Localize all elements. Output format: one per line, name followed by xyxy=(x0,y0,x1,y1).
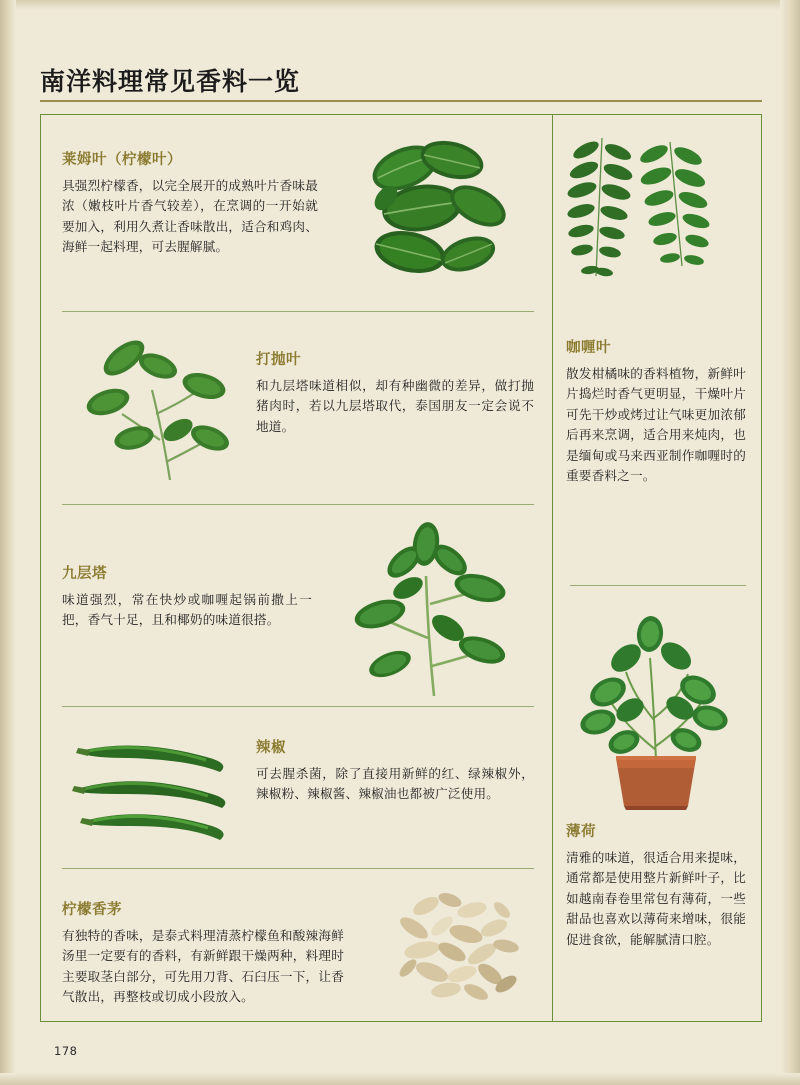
entry-thai-basil xyxy=(62,562,312,631)
entry-curry-leaf xyxy=(566,336,746,486)
page-edge-top xyxy=(0,0,800,10)
divider-left-3 xyxy=(62,706,534,707)
page-edge-left xyxy=(0,0,16,1085)
divider-left-2 xyxy=(62,504,534,505)
entry-mint xyxy=(566,820,746,950)
page-title: 南洋料理常见香料一览 xyxy=(40,67,301,96)
potted-mint-plant-photo xyxy=(564,600,750,812)
divider-right-1 xyxy=(570,585,746,586)
entry-title: 薄荷 xyxy=(566,824,596,840)
title-divider xyxy=(40,100,762,102)
entry-title: 柠檬香茅 xyxy=(62,902,122,918)
page-number: 178 xyxy=(54,1044,78,1058)
green-chili-peppers-photo xyxy=(70,720,250,852)
entry-title: 辣椒 xyxy=(256,740,286,756)
entry-body: 有独特的香味，是泰式料理清蒸柠檬鱼和酸辣海鲜汤里一定要有的香料，有新鲜跟干燥两种，料理时主要取茎白部分，可先用刀背、石臼压一下，让香气散出，再整枝或切成小段放入。 xyxy=(62,928,344,1005)
entry-body: 可去腥杀菌，除了直接用新鲜的红、绿辣椒外，辣椒粉、辣椒酱、辣椒油也都被广泛使用。 xyxy=(256,766,534,802)
divider-left-1 xyxy=(62,311,534,312)
dried-lemongrass-slices-photo xyxy=(386,884,536,1012)
entry-body: 散发柑橘味的香料植物，新鲜叶片捣烂时香气更明显，干燥叶片可先干炒或烤过让气味更加浓郁后再来烹调，适合用来炖肉，也是缅甸或马来西亚制作咖喱时的重要香料之一。 xyxy=(566,366,746,483)
entry-lime-leaf xyxy=(62,148,318,258)
entry-title: 咖喱叶 xyxy=(566,340,611,356)
entry-lemongrass xyxy=(62,898,344,1008)
entry-body: 清雅的味道，很适合用来提味，通常都是使用整片新鲜叶子，比如越南春卷里常包有薄荷，一些甜品也喜欢以薄荷来增味，很能促进食欲，能解腻清口腔。 xyxy=(566,850,746,947)
entry-body: 味道强烈，常在快炒或咖喱起锅前撒上一把，香气十足，且和椰奶的味道很搭。 xyxy=(62,592,312,628)
entry-body: 和九层塔味道相似，却有种幽微的差异，做打抛猪肉时，若以九层塔取代，泰国朋友一定会说不地道。 xyxy=(256,378,534,434)
page-edge-right xyxy=(780,0,800,1085)
entry-holy-basil xyxy=(256,348,534,437)
page-edge-bottom xyxy=(0,1073,800,1085)
entry-body: 具强烈柠檬香，以完全展开的成熟叶片香味最浓（嫩枝叶片香气较差），在烹调的一开始就要加入，利用久煮让香味散出，适合和鸡肉、海鲜一起料理，可去腥解腻。 xyxy=(62,178,318,255)
kaffir-lime-leaves-photo xyxy=(350,130,540,295)
holy-basil-sprig-photo xyxy=(74,330,254,495)
entry-title: 九层塔 xyxy=(62,566,107,582)
column-divider xyxy=(552,114,553,1022)
entry-chili xyxy=(256,736,534,805)
thai-basil-sprig-photo xyxy=(330,518,520,700)
entry-title: 打抛叶 xyxy=(256,352,301,368)
entry-title: 莱姆叶（柠檬叶） xyxy=(62,152,182,168)
divider-left-4 xyxy=(62,868,534,869)
curry-leaf-sprigs-photo xyxy=(566,126,748,316)
